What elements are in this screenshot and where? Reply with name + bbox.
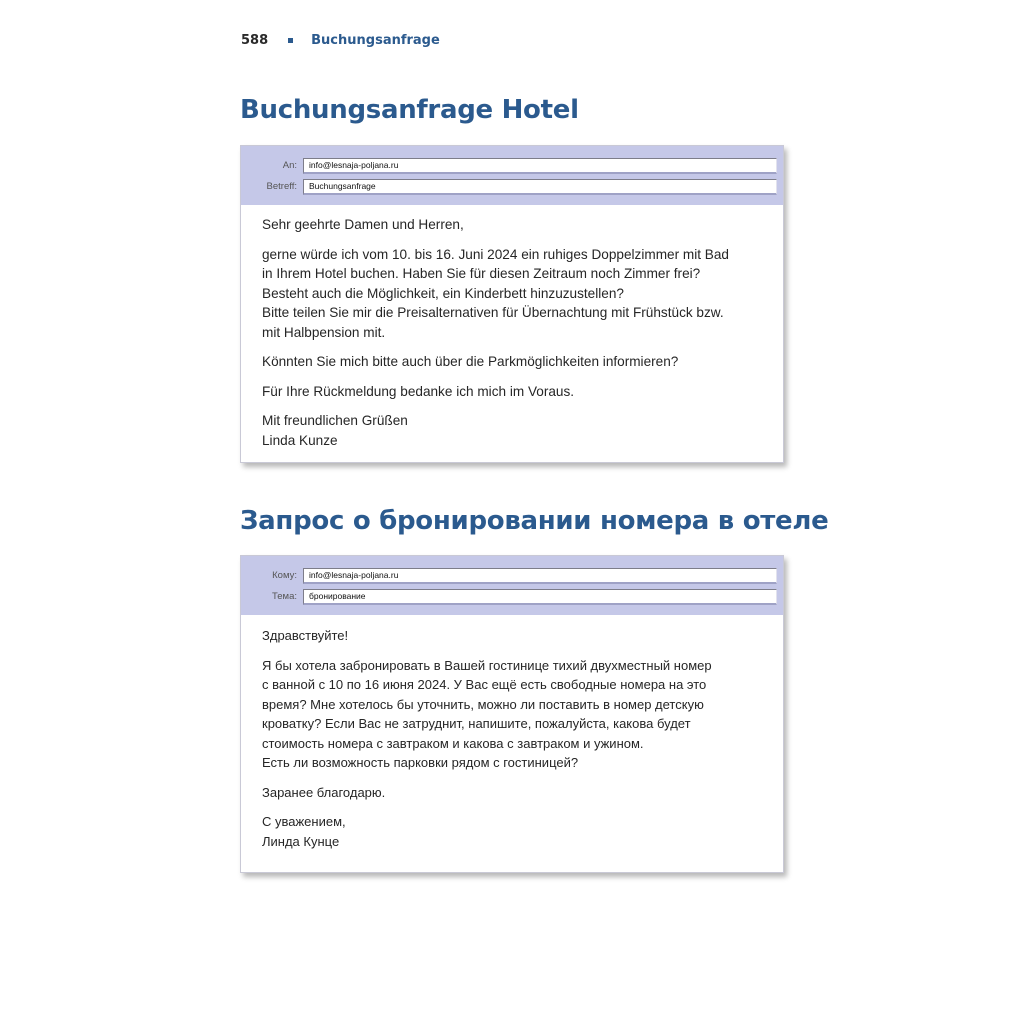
thanks-paragraph: Für Ihre Rückmeldung bedanke ich mich im Voraus. [262,383,575,399]
closing: С уважением, [262,814,346,829]
paragraph-line: время? Мне хотелось бы уточнить, можно ли поставить в номер детскую [262,696,704,712]
paragraph-line: стоимость номера с завтраком и какова с завтраком и ужином. [262,735,644,751]
paragraph-line: с ванной с 10 по 16 июня 2024. У Вас ещё есть свободные номера на это [262,677,707,692]
request-paragraph [262,656,769,773]
signature: Linda Kunze [262,432,338,448]
section-title-russian: Запрос о бронировании номера в отеле [240,506,829,536]
email-body [241,205,783,450]
paragraph-line: Есть ли возможность парковки рядом с гостиницей? [262,755,579,770]
subject-label: Тема: [271,591,297,602]
sign-off [262,812,769,851]
subject-row [241,586,777,607]
thanks-paragraph: Заранее благодарю. [262,784,386,800]
email-german [240,145,784,463]
subject-label: Betreff: [266,181,297,192]
email-body [241,615,783,851]
parking-paragraph: Könnten Sie mich bitte auch über die Parkmöglichkeiten informieren? [262,354,679,369]
page-number: 588 [241,33,269,48]
subject-field[interactable]: Buchungsanfrage [303,179,777,195]
subject-row [241,176,777,197]
email-header [241,556,783,615]
signature: Линда Кунце [262,833,340,849]
to-label: Кому: [272,570,297,581]
running-title: Buchungsanfrage [311,33,440,48]
section-title-german: Buchungsanfrage Hotel [240,95,579,125]
running-head [241,33,440,48]
subject-field[interactable]: бронирование [303,589,777,605]
paragraph-line: in Ihrem Hotel buchen. Haben Sie für diesen Zeitraum noch Zimmer frei? [262,266,701,281]
to-field[interactable]: info@lesnaja-poljana.ru [303,158,777,174]
to-row [241,155,777,176]
closing: Mit freundlichen Grüßen [262,413,408,428]
paragraph-line: Besteht auch die Möglichkeit, ein Kinderbett hinzuzustellen? [262,285,624,301]
greeting: Здравствуйте! [262,628,349,643]
to-label: An: [282,160,297,171]
paragraph-line: кроватку? Если Вас не затруднит, напишите, пожалуйста, какова будет [262,716,691,731]
paragraph-line: gerne würde ich vom 10. bis 16. Juni 2024 ein ruhiges Doppelzimmer mit Bad [262,246,729,262]
email-russian [240,555,784,873]
paragraph-line: mit Halbpension mit. [262,324,386,340]
sign-off [262,411,769,450]
request-paragraph [262,245,769,343]
paragraph-line: Я бы хотела забронировать в Вашей гостинице тихий двухместный номер [262,657,712,673]
greeting: Sehr geehrte Damen und Herren, [262,217,464,232]
to-field[interactable]: info@lesnaja-poljana.ru [303,568,777,584]
paragraph-line: Bitte teilen Sie mir die Preisalternativen für Übernachtung mit Frühstück bzw. [262,305,724,320]
square-bullet-icon [288,38,293,43]
to-row [241,565,777,586]
email-header [241,146,783,205]
